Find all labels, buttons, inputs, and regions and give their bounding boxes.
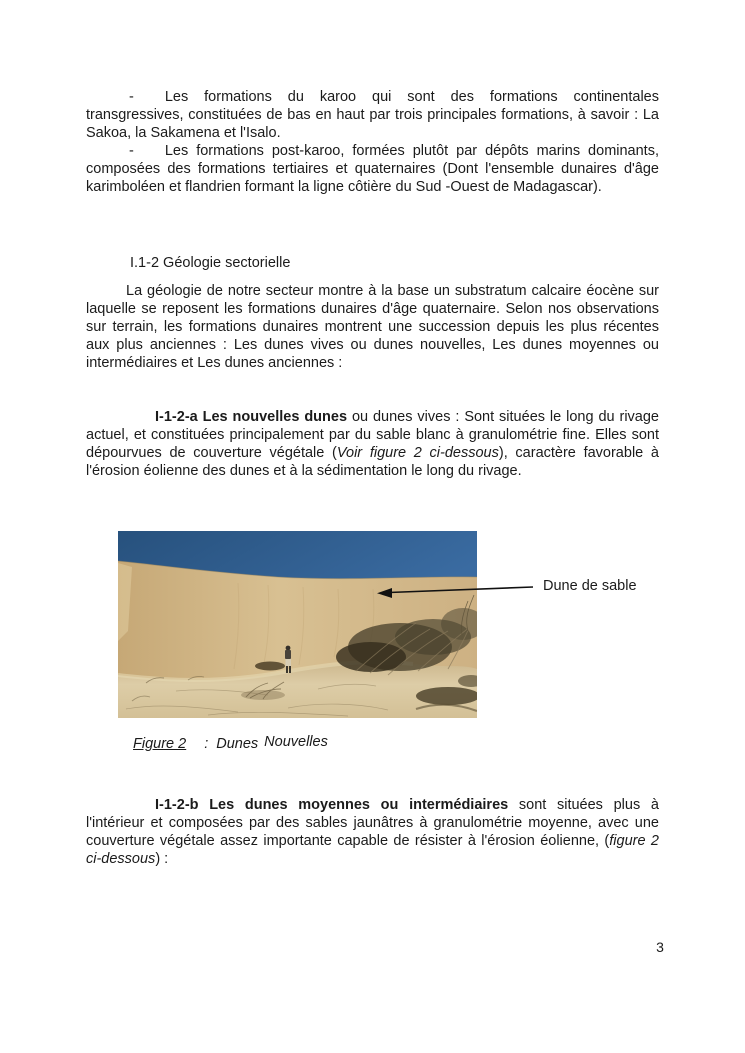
subheading-bold-run: I-1-2-b Les dunes moyennes ou intermédiaires — [155, 797, 509, 813]
figure-photo-dune — [118, 531, 477, 718]
bullet-paragraph-post-karoo — [86, 142, 659, 196]
body-run: ou dunes vives : Sont situées le long du rivage actuel, et constituées principalement par du sable blanc à granulométrie fine. Elles sont dépourvues de couverture végétale ( — [86, 409, 659, 461]
italic-figure-ref: figure 2 ci-dessous — [86, 833, 659, 867]
figure-caption-label: Figure 2 — [133, 736, 187, 752]
italic-figure-ref: Voir figure 2 ci-dessous — [336, 445, 499, 461]
callout-label: Dune de sable — [543, 578, 637, 594]
figure-caption-separator: : — [204, 736, 209, 752]
body-run: sont situées plus à l'intérieur et composées par des sables jaunâtres à granulométrie moyenne, avec une couverture végétale assez importante capable de résister à l'érosion éolienne, ( — [86, 797, 659, 849]
paragraph-dunes-moyennes — [86, 796, 659, 868]
section-heading: I.1-2 Géologie sectorielle — [130, 255, 291, 271]
body-run: ) : — [155, 851, 169, 867]
photo-person-shadow — [255, 662, 285, 671]
figure-caption-text: Nouvelles — [264, 734, 328, 750]
body-run: ), caractère favorable à l'érosion éolienne des dunes et à la sédimentation le long du rivage. — [86, 445, 659, 479]
bullet-dash: - — [129, 89, 134, 105]
figure-caption — [133, 735, 328, 753]
bullet-dash: - — [129, 143, 134, 159]
bullet-karoo-text: Les formations du karoo qui sont des formations continentales transgressives, constituées de bas en haut par trois principales formations, à savoir : La Sakoa, la Sakamena et l'Isalo. — [86, 89, 659, 141]
bullet-paragraph-karoo — [86, 88, 659, 142]
bullet-post-karoo-text: Les formations post-karoo, formées plutôt par dépôts marins dominants, composées des formations tertiaires et quaternaires (Dont l'ensemble dunaires d'âge karimboléen et flandrien formant la ligne côtière du Sud -Ouest de Madagascar). — [86, 143, 659, 195]
paragraph-geologie: La géologie de notre secteur montre à la base un substratum calcaire éocène sur laquelle se reposent les formations dunaires d'âge quaternaire. Selon nos observations sur terrain, les formations dunaires montrent une succession depuis les plus récentes aux plus anciennes : Les dunes vives ou dunes nouvelles, Les dunes moyennes ou intermédiaires et Les dunes anciennes : — [86, 283, 659, 371]
page-number: 3 — [656, 939, 664, 955]
callout-arrow — [374, 581, 536, 599]
paragraph-nouvelles-dunes — [86, 408, 659, 480]
bullet-paragraphs — [86, 88, 659, 196]
subheading-bold-run: I-1-2-a Les nouvelles dunes — [155, 409, 348, 425]
figure-caption-text: Dunes — [216, 736, 259, 752]
